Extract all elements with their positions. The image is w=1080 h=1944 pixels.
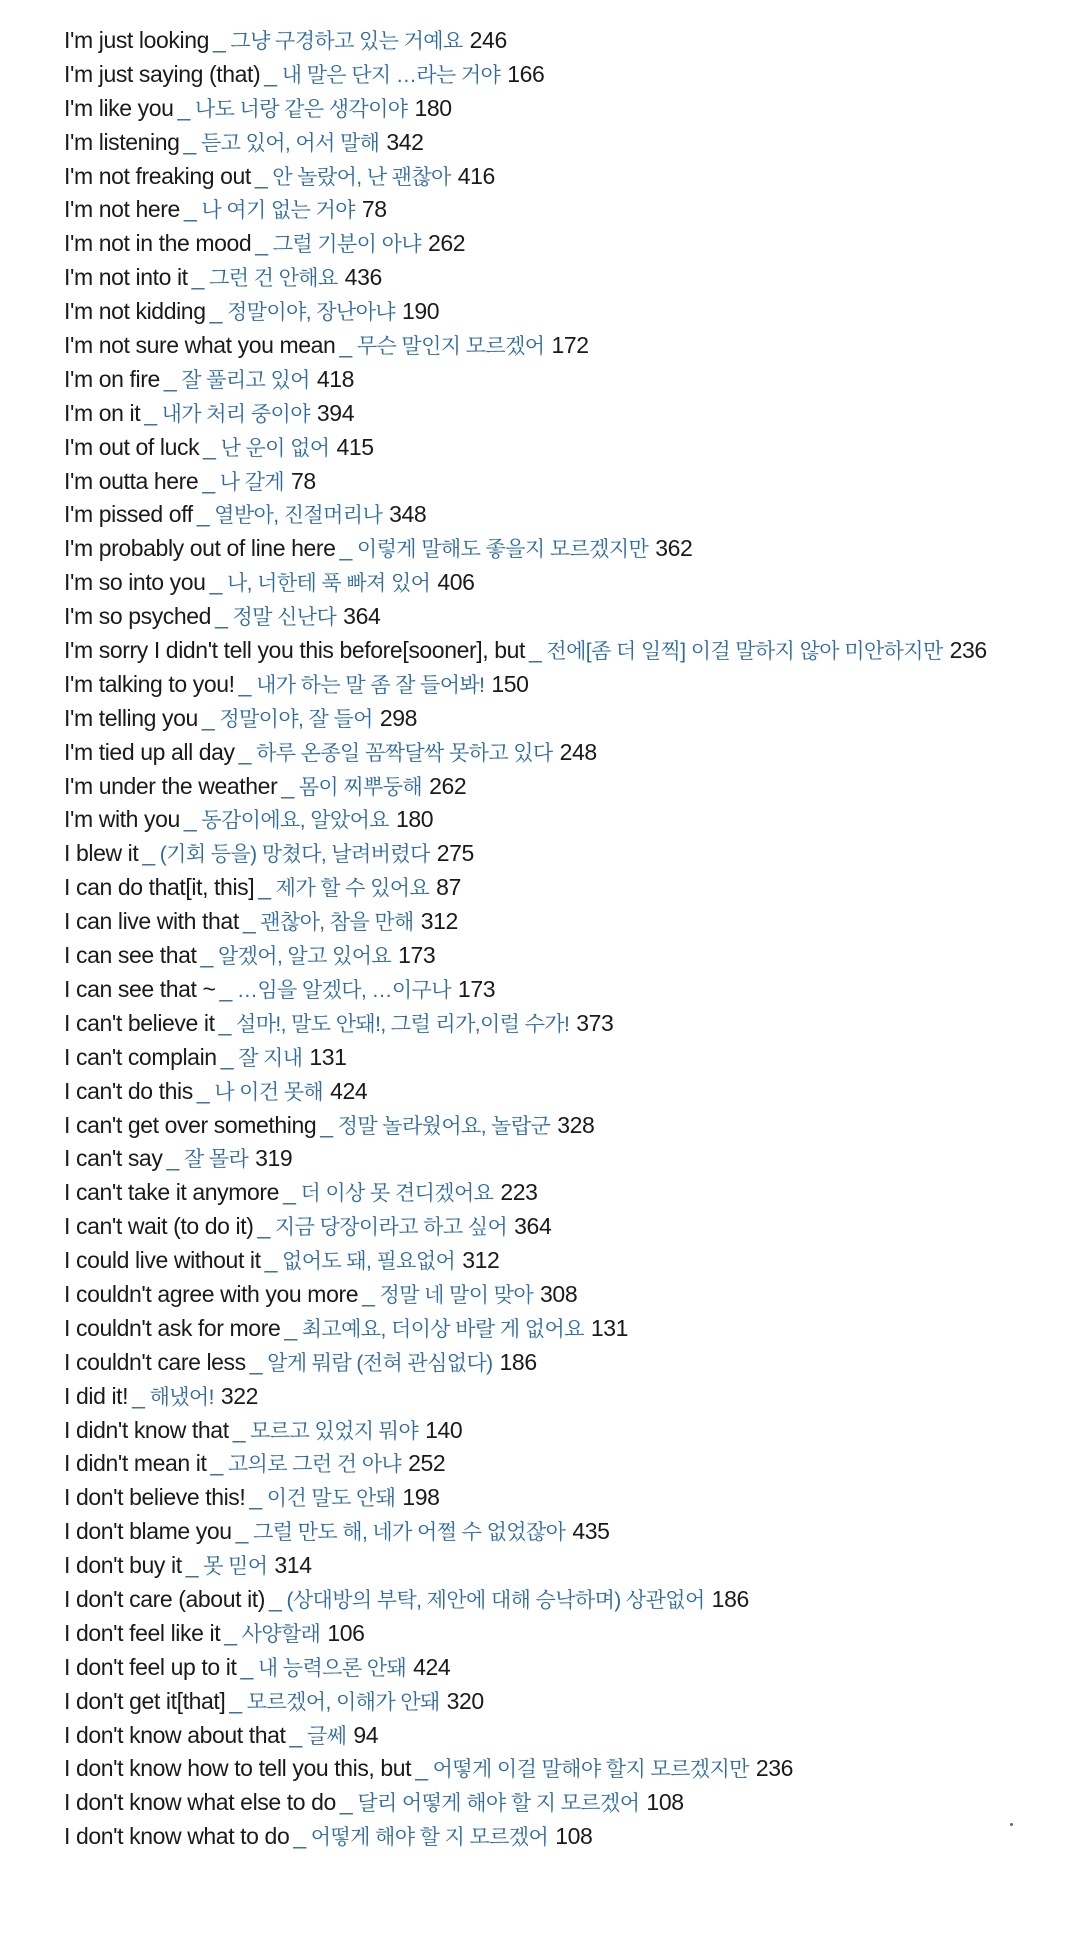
- phrase-entry: [64, 1346, 1074, 1380]
- page-number: 180: [414, 94, 452, 121]
- english-phrase: I can do that[it, this]: [64, 874, 255, 901]
- page-number: 342: [386, 128, 424, 155]
- korean-translation: 못 믿어: [203, 1555, 268, 1579]
- korean-translation: 안 놀랐어, 난 괜찮아: [272, 165, 451, 189]
- english-phrase: I'm sorry I didn't tell you this before[sooner], but: [64, 637, 525, 664]
- page-number: 298: [379, 704, 418, 731]
- phrase-entry: [64, 1312, 1074, 1346]
- korean-translation: 설마!, 말도 안돼!, 그럴 리가,이럴 수가!: [236, 1012, 570, 1036]
- page-number: 275: [436, 840, 474, 867]
- entry-separator: _: [235, 1518, 249, 1545]
- entry-separator: _: [339, 1789, 353, 1816]
- phrase-entry: [64, 227, 1074, 261]
- entry-separator: _: [183, 196, 197, 223]
- phrase-entry: [64, 1481, 1074, 1515]
- page-number: 328: [557, 1111, 595, 1138]
- page-number: 180: [395, 806, 434, 833]
- english-phrase: I don't know how to tell you this, but: [64, 1755, 412, 1782]
- phrase-entry: [64, 160, 1074, 194]
- english-phrase: I'm just looking: [64, 27, 209, 53]
- phrase-entry: [64, 1447, 1074, 1481]
- korean-translation: 잘 몰라: [183, 1148, 249, 1172]
- phrase-entry: [64, 1820, 1074, 1854]
- english-phrase: I'm not here: [64, 196, 180, 223]
- entry-separator: _: [254, 162, 268, 189]
- entry-separator: _: [201, 704, 215, 731]
- page-number: 173: [398, 942, 436, 969]
- page-number: 424: [413, 1653, 451, 1680]
- korean-translation: 알겠어, 알고 있어요: [217, 945, 392, 969]
- entry-separator: _: [196, 501, 210, 528]
- phrase-entry: [64, 1786, 1074, 1820]
- entry-separator: _: [284, 1314, 297, 1341]
- phrase-entry: [64, 1142, 1074, 1176]
- page-number: 223: [500, 1179, 538, 1206]
- english-phrase: I don't feel like it: [64, 1619, 221, 1646]
- english-phrase: I'm not sure what you mean: [64, 332, 336, 359]
- english-phrase: I'm talking to you!: [64, 670, 235, 697]
- english-phrase: I don't care (about it): [64, 1585, 266, 1612]
- entry-separator: _: [415, 1755, 428, 1782]
- page-number: 186: [499, 1348, 537, 1375]
- english-phrase: I'm so into you: [64, 569, 206, 596]
- entry-separator: _: [240, 1653, 253, 1680]
- phrase-entry: [64, 1176, 1074, 1210]
- entry-separator: _: [219, 975, 232, 1002]
- phrase-entry: [64, 58, 1074, 92]
- page-number: 364: [343, 603, 381, 630]
- english-phrase: I'm not freaking out: [64, 162, 251, 189]
- phrase-entry: [64, 431, 1074, 465]
- entry-separator: _: [529, 637, 542, 664]
- entry-separator: _: [238, 670, 252, 697]
- page-number: 236: [949, 637, 987, 664]
- english-phrase: I can't wait (to do it): [64, 1213, 254, 1240]
- english-phrase: I can't believe it: [64, 1009, 215, 1036]
- korean-translation: 사양할래: [241, 1622, 321, 1646]
- page-number: 406: [437, 569, 475, 596]
- phrase-entry: [64, 803, 1074, 837]
- page-number: 424: [330, 1077, 368, 1104]
- korean-translation: 내 능력으론 안돼: [257, 1656, 407, 1680]
- phrase-entry: [64, 1583, 1074, 1617]
- english-phrase: I didn't mean it: [64, 1450, 207, 1477]
- english-phrase: I can't say: [64, 1145, 163, 1172]
- korean-translation: 해냈어!: [149, 1385, 214, 1409]
- english-phrase: I'm probably out of line here: [64, 535, 336, 562]
- phrase-entry: [64, 736, 1074, 770]
- english-phrase: I could live without it: [64, 1247, 261, 1274]
- english-phrase: I'm listening: [64, 128, 180, 155]
- phrase-index-list: [64, 24, 1074, 1854]
- phrase-entry: [64, 532, 1074, 566]
- page-number: 166: [507, 60, 545, 87]
- korean-translation: 듣고 있어, 어서 말해: [200, 131, 380, 155]
- page-number: 198: [402, 1484, 440, 1511]
- phrase-entry: [64, 261, 1074, 295]
- english-phrase: I can live with that: [64, 908, 239, 935]
- page-number: 373: [576, 1009, 614, 1036]
- page-number: 312: [462, 1247, 500, 1274]
- page-number: 252: [408, 1450, 446, 1477]
- page-number: 415: [336, 433, 374, 460]
- entry-separator: _: [339, 535, 352, 562]
- english-phrase: I'm with you: [64, 806, 180, 833]
- english-phrase: I couldn't agree with you more: [64, 1280, 359, 1307]
- phrase-entry: [64, 92, 1074, 126]
- english-phrase: I'm on fire: [64, 365, 160, 392]
- phrase-entry: [64, 702, 1074, 736]
- phrase-entry: [64, 905, 1074, 939]
- korean-translation: 모르겠어, 이해가 안돼: [246, 1690, 440, 1714]
- phrase-entry: [64, 363, 1074, 397]
- korean-translation: 제가 할 수 있어요: [275, 877, 430, 901]
- page-number: 140: [425, 1416, 463, 1443]
- entry-separator: _: [213, 27, 226, 53]
- page-number: 436: [344, 264, 382, 291]
- entry-separator: _: [264, 60, 277, 87]
- page-number: 172: [551, 332, 589, 359]
- entry-separator: _: [229, 1687, 242, 1714]
- korean-translation: 정말이야, 장난아냐: [227, 301, 395, 325]
- phrase-entry: [64, 634, 1074, 668]
- korean-translation: (기회 등을) 망쳤다, 날려버렸다: [159, 843, 430, 867]
- korean-translation: 잘 풀리고 있어: [181, 368, 310, 392]
- korean-translation: 최고예요, 더이상 바랄 게 없어요: [301, 1317, 584, 1341]
- korean-translation: 난 운이 없어: [220, 436, 330, 460]
- phrase-entry: [64, 1041, 1074, 1075]
- page-number: 314: [274, 1552, 312, 1579]
- english-phrase: I'm tied up all day: [64, 738, 235, 765]
- korean-translation: 고의로 그런 건 아냐: [227, 1453, 402, 1477]
- english-phrase: I'm telling you: [64, 704, 198, 731]
- korean-translation: 정말 네 말이 맞아: [379, 1283, 534, 1307]
- entry-separator: _: [215, 603, 228, 630]
- entry-separator: _: [210, 1450, 223, 1477]
- phrase-entry: [64, 465, 1074, 499]
- entry-separator: _: [202, 467, 215, 494]
- entry-separator: _: [191, 264, 205, 291]
- phrase-entry: [64, 1075, 1074, 1109]
- phrase-entry: [64, 668, 1074, 702]
- page-number: 394: [316, 399, 355, 426]
- english-phrase: I don't believe this!: [64, 1484, 246, 1511]
- phrase-entry: [64, 1549, 1074, 1583]
- page-number: 108: [555, 1823, 593, 1850]
- page-number: 131: [309, 1043, 347, 1070]
- phrase-entry: [64, 1515, 1074, 1549]
- korean-translation: 잘 지내: [238, 1046, 303, 1070]
- phrase-entry: [64, 1752, 1074, 1786]
- phrase-entry: [64, 1244, 1074, 1278]
- phrase-entry: [64, 126, 1074, 160]
- entry-separator: _: [238, 738, 252, 765]
- english-phrase: I don't blame you: [64, 1518, 232, 1545]
- korean-translation: 괜찮아, 참을 만해: [260, 911, 414, 935]
- phrase-entry: [64, 871, 1074, 905]
- english-phrase: I couldn't ask for more: [64, 1314, 281, 1341]
- entry-separator: _: [185, 1552, 199, 1579]
- korean-translation: 정말이야, 잘 들어: [219, 707, 373, 731]
- phrase-entry: [64, 1685, 1074, 1719]
- korean-translation: 나도 너랑 같은 생각이야: [194, 97, 408, 121]
- entry-separator: _: [269, 1585, 282, 1612]
- korean-translation: 알게 뭐람 (전혀 관심없다): [267, 1351, 493, 1375]
- entry-separator: _: [232, 1416, 246, 1443]
- entry-separator: _: [242, 908, 256, 935]
- phrase-entry: [64, 329, 1074, 363]
- page-number: 308: [540, 1280, 578, 1307]
- korean-translation: 내가 하는 말 좀 잘 들어봐!: [256, 673, 485, 697]
- page-number: 322: [220, 1382, 259, 1409]
- scan-speck: [1010, 1823, 1013, 1826]
- english-phrase: I'm under the weather: [64, 772, 278, 799]
- korean-translation: 정말 신난다: [232, 606, 337, 630]
- entry-separator: _: [249, 1348, 263, 1375]
- page-number: 364: [514, 1213, 552, 1240]
- english-phrase: I don't get it[that]: [64, 1687, 226, 1714]
- korean-translation: 무슨 말인지 모르겠어: [356, 335, 545, 359]
- phrase-entry: [64, 1109, 1074, 1143]
- korean-translation: 나 여기 없는 거야: [201, 199, 355, 223]
- page-number: 320: [446, 1687, 484, 1714]
- korean-translation: 열받아, 진절머리나: [214, 504, 383, 528]
- page-number: 78: [361, 196, 387, 223]
- entry-separator: _: [281, 772, 294, 799]
- phrase-entry: [64, 1719, 1074, 1753]
- korean-translation: 더 이상 못 견디겠어요: [300, 1182, 494, 1206]
- korean-translation: 글쎄: [306, 1724, 347, 1748]
- english-phrase: I can see that ~: [64, 975, 216, 1002]
- english-phrase: I'm like you: [64, 94, 174, 121]
- entry-separator: _: [200, 942, 213, 969]
- english-phrase: I don't feel up to it: [64, 1653, 237, 1680]
- page-number: 248: [559, 738, 597, 765]
- phrase-entry: [64, 397, 1074, 431]
- korean-translation: 나 이건 못해: [214, 1080, 324, 1104]
- korean-translation: 지금 당장이라고 하고 싶어: [274, 1216, 508, 1240]
- phrase-entry: [64, 1617, 1074, 1651]
- phrase-entry: [64, 1278, 1074, 1312]
- korean-translation: …임을 알겠다, …이구나: [236, 978, 451, 1002]
- phrase-entry: [64, 1380, 1074, 1414]
- korean-translation: 없어도 돼, 필요없어: [282, 1250, 456, 1274]
- english-phrase: I'm not in the mood: [64, 230, 252, 257]
- entry-separator: _: [220, 1043, 234, 1070]
- english-phrase: I don't know about that: [64, 1721, 286, 1748]
- entry-separator: _: [166, 1145, 179, 1172]
- english-phrase: I didn't know that: [64, 1416, 229, 1443]
- phrase-entry: [64, 770, 1074, 804]
- english-phrase: I'm not kidding: [64, 298, 206, 325]
- page-number: 106: [327, 1619, 365, 1646]
- page-number: 435: [572, 1518, 610, 1545]
- entry-separator: _: [255, 230, 268, 257]
- entry-separator: _: [320, 1111, 333, 1138]
- english-phrase: I'm on it: [64, 399, 141, 426]
- english-phrase: I don't know what to do: [64, 1823, 290, 1850]
- phrase-entry: [64, 837, 1074, 871]
- korean-translation: 그런 건 안해요: [209, 267, 338, 291]
- entry-separator: _: [293, 1823, 306, 1850]
- korean-translation: 그냥 구경하고 있는 거예요: [230, 30, 463, 53]
- page-number: 246: [469, 27, 507, 53]
- page-number: 262: [429, 772, 467, 799]
- english-phrase: I'm pissed off: [64, 501, 193, 528]
- phrase-entry: [64, 566, 1074, 600]
- english-phrase: I can't complain: [64, 1043, 217, 1070]
- page-number: 190: [401, 298, 440, 325]
- page-number: 418: [316, 365, 355, 392]
- korean-translation: 정말 놀라웠어요, 놀랍군: [337, 1114, 551, 1138]
- entry-separator: _: [209, 298, 222, 325]
- phrase-entry: [64, 193, 1074, 227]
- english-phrase: I can see that: [64, 942, 197, 969]
- page-number: 131: [590, 1314, 629, 1341]
- korean-translation: 모르고 있었지 뭐야: [250, 1419, 419, 1443]
- entry-separator: _: [163, 365, 177, 392]
- phrase-entry: [64, 498, 1074, 532]
- entry-separator: _: [142, 840, 155, 867]
- entry-separator: _: [196, 1077, 210, 1104]
- phrase-entry: [64, 295, 1074, 329]
- english-phrase: I did it!: [64, 1382, 129, 1409]
- entry-separator: _: [283, 1179, 296, 1206]
- english-phrase: I blew it: [64, 840, 139, 867]
- page-number: 262: [427, 230, 466, 257]
- entry-separator: _: [177, 94, 190, 121]
- english-phrase: I'm just saying (that): [64, 60, 261, 87]
- page-number: 94: [353, 1721, 379, 1748]
- phrase-entry: [64, 1210, 1074, 1244]
- english-phrase: I don't buy it: [64, 1552, 182, 1579]
- english-phrase: I can't do this: [64, 1077, 193, 1104]
- korean-translation: (상대방의 부탁, 제안에 대해 승낙하며) 상관없어: [286, 1588, 705, 1612]
- entry-separator: _: [218, 1009, 232, 1036]
- phrase-entry: [64, 1651, 1074, 1685]
- english-phrase: I'm so psyched: [64, 603, 212, 630]
- english-phrase: I'm out of luck: [64, 433, 200, 460]
- entry-separator: _: [144, 399, 157, 426]
- entry-separator: _: [224, 1619, 237, 1646]
- english-phrase: I'm outta here: [64, 467, 199, 494]
- entry-separator: _: [264, 1247, 278, 1274]
- korean-translation: 어떻게 이걸 말해야 할지 모르겠지만: [432, 1758, 749, 1782]
- entry-separator: _: [183, 806, 197, 833]
- page-number: 173: [457, 975, 496, 1002]
- korean-translation: 몸이 찌뿌둥해: [298, 775, 423, 799]
- korean-translation: 그럴 만도 해, 네가 어쩔 수 없었잖아: [253, 1521, 566, 1545]
- page-number: 348: [389, 501, 427, 528]
- entry-separator: _: [203, 433, 216, 460]
- korean-translation: 그럴 기분이 아냐: [272, 233, 421, 257]
- entry-separator: _: [289, 1721, 302, 1748]
- phrase-entry: [64, 1007, 1074, 1041]
- page-number: 108: [646, 1789, 684, 1816]
- phrase-entry: [64, 600, 1074, 634]
- korean-translation: 이렇게 말해도 좋을지 모르겠지만: [356, 538, 649, 562]
- korean-translation: 이건 말도 안돼: [266, 1487, 396, 1511]
- entry-separator: _: [362, 1280, 375, 1307]
- page-number: 362: [655, 535, 693, 562]
- entry-separator: _: [209, 569, 222, 596]
- entry-separator: _: [183, 128, 196, 155]
- korean-translation: 달리 어떻게 해야 할 지 모르겠어: [357, 1792, 640, 1816]
- page-number: 416: [457, 162, 495, 189]
- korean-translation: 나 갈게: [219, 470, 285, 494]
- english-phrase: I can't get over something: [64, 1111, 317, 1138]
- korean-translation: 어떻게 해야 할 지 모르겠어: [310, 1826, 549, 1850]
- korean-translation: 내가 처리 중이야: [161, 402, 310, 426]
- page-number: 319: [255, 1145, 293, 1172]
- english-phrase: I couldn't care less: [64, 1348, 246, 1375]
- page-number: 186: [711, 1585, 749, 1612]
- page-number: 78: [291, 467, 316, 494]
- entry-separator: _: [249, 1484, 262, 1511]
- phrase-entry: [64, 24, 1074, 58]
- korean-translation: 전에[좀 더 일찍] 이걸 말하지 않아 미안하지만: [546, 640, 943, 664]
- entry-separator: _: [339, 332, 352, 359]
- korean-translation: 하루 온종일 꼼짝달싹 못하고 있다: [256, 741, 553, 765]
- page-number: 312: [420, 908, 458, 935]
- korean-translation: 나, 너한테 푹 빠져 있어: [226, 572, 431, 596]
- entry-separator: _: [132, 1382, 145, 1409]
- phrase-entry: [64, 1414, 1074, 1448]
- english-phrase: I don't know what else to do: [64, 1789, 336, 1816]
- korean-translation: 내 말은 단지 …라는 거야: [281, 63, 501, 87]
- page-number: 150: [491, 670, 529, 697]
- page-number: 87: [436, 874, 461, 901]
- page-number: 236: [755, 1755, 794, 1782]
- english-phrase: I'm not into it: [64, 264, 188, 291]
- entry-separator: _: [257, 1213, 270, 1240]
- phrase-entry: [64, 939, 1074, 973]
- phrase-entry: [64, 973, 1074, 1007]
- english-phrase: I can't take it anymore: [64, 1179, 280, 1206]
- entry-separator: _: [258, 874, 271, 901]
- korean-translation: 동감이에요, 알았어요: [201, 809, 389, 833]
